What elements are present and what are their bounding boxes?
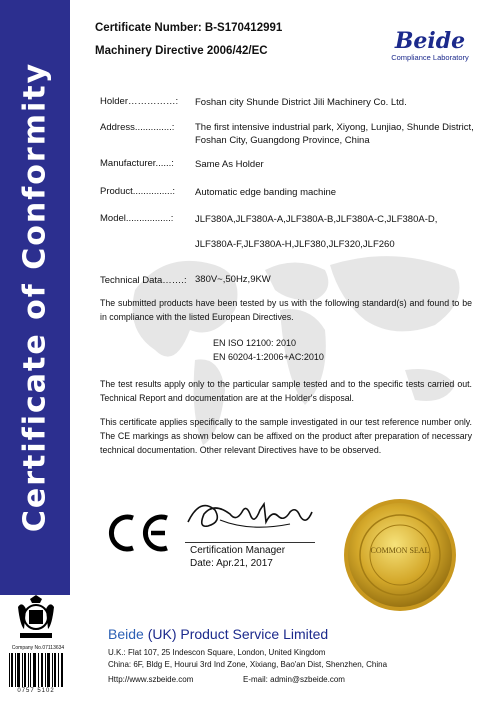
holder-value: Foshan city Shunde District Jili Machinery Co. Ltd. — [195, 97, 407, 108]
results-statement: The test results apply only to the particular sample tested and to the specific tests carried out. Technical Report and documentation are at the Holder's disposal. — [100, 379, 472, 403]
barcode-number: 0757 5102 — [17, 688, 55, 694]
standard-2: EN 60204-1:2006+AC:2010 — [213, 352, 324, 362]
model-label: Model.................: — [100, 213, 174, 224]
barcode-image — [8, 653, 64, 687]
seal-text: COMMON SEAL — [370, 546, 430, 555]
address-value: The first intensive industrial park, Xiyong, Lunjiao, Shunde District, Foshan City, Guangdong Province, China — [195, 122, 474, 146]
signature-role: Certification Manager — [190, 545, 286, 556]
technical-label: Technical Data…….: — [100, 275, 187, 286]
product-label: Product...............: — [100, 186, 175, 197]
logo-subtitle: Compliance Laboratory — [391, 53, 469, 62]
signature-image — [180, 492, 320, 542]
ce-mark-icon — [103, 512, 173, 554]
footer-china-address: China: 6F, Bldg E, Hourui 3rd Ind Zone, Xixiang, Bao'an Dist, Shenzhen, China — [108, 660, 388, 669]
address-label: Address..............: — [100, 122, 175, 133]
holder-label: Holder……………: — [100, 96, 179, 107]
directive-title: Machinery Directive 2006/42/EC — [95, 45, 268, 57]
vertical-title: Certificate of Conformity — [17, 61, 53, 533]
signature-date: Date: Apr.21, 2017 — [190, 558, 273, 569]
royal-crest-icon — [12, 595, 60, 643]
technical-value: 380V~,50Hz,9KW — [195, 274, 271, 285]
footer-website[interactable]: Http://www.szbeide.com — [108, 675, 194, 684]
tested-statement: The submitted products have been tested by us with the following standard(s) and found to be in compliance with the listed European Directives. — [100, 298, 472, 322]
applies-statement: This certificate applies specifically to the sample investigated in our test reference number only. The CE markings as shown below can be affixed on the product after preparation of necessary technical documentation. Other relevant Directives have to be observed. — [100, 417, 472, 455]
footer-title-rest: (UK) Product Service Limited — [143, 626, 329, 642]
footer-uk-address: U.K.: Flat 107, 25 Indescon Square, London, United Kingdom — [108, 648, 326, 657]
gold-seal-icon — [340, 495, 460, 615]
standard-1: EN ISO 12100: 2010 — [213, 338, 297, 348]
logo-name: Beide — [394, 28, 466, 54]
vertical-title-band — [0, 0, 70, 595]
model-value-line2: JLF380A-F,JLF380A-H,JLF380,JLF320,JLF260 — [195, 239, 395, 250]
footer-company-title — [108, 626, 328, 642]
model-value-line1: JLF380A,JLF380A-A,JLF380A-B,JLF380A-C,JLF380A-D, — [195, 214, 438, 225]
certificate-number: Certificate Number: B-S170412991 — [95, 22, 283, 34]
manufacturer-value: Same As Holder — [195, 159, 264, 170]
company-number: Company No.07113634 — [11, 645, 65, 651]
footer-brand: Beide — [108, 626, 144, 642]
signature-line — [185, 542, 315, 543]
beide-logo — [380, 30, 480, 62]
manufacturer-label: Manufacturer......: — [100, 158, 174, 169]
footer-email[interactable]: E-mail: admin@szbeide.com — [243, 675, 345, 684]
product-value: Automatic edge banding machine — [195, 187, 337, 198]
